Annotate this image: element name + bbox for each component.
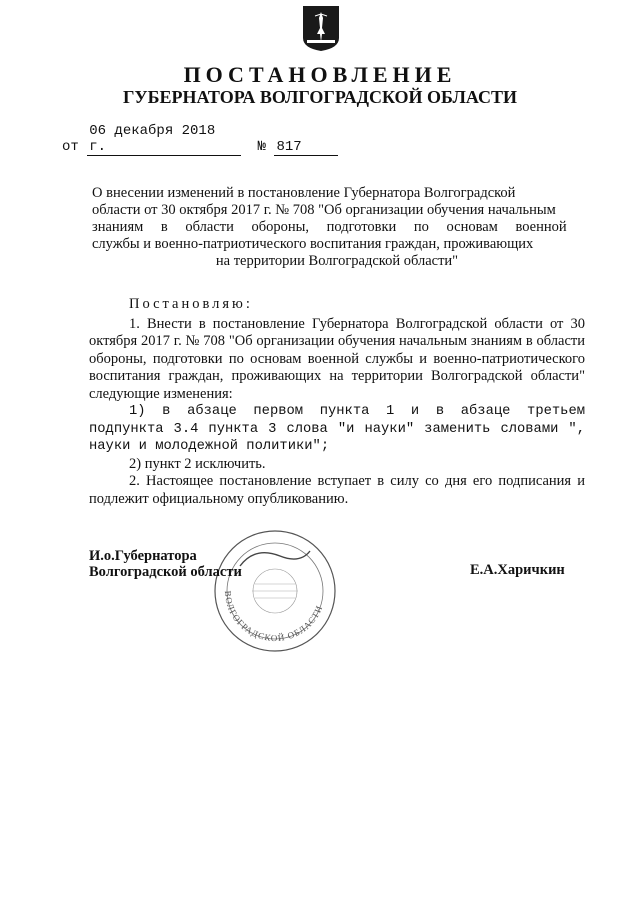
- paragraph-1: 1. Внести в постановление Губернатора Волгоградской области от 30 октября 2017 г. № 708 "Об организации обучения начальным знаниям в области обороны, подготовки по основам военной службы и военно-патриотического воспитания граждан, проживающих на территории Волгоградской области" следующие изменения:: [89, 315, 585, 402]
- signatory-name: Е.А.Харичкин: [470, 562, 565, 578]
- position-line: И.о.Губернатора: [89, 548, 197, 564]
- subject-line: на территории Волгоградской области": [215, 253, 459, 269]
- document-date: 06 декабря 2018 г.: [87, 123, 241, 156]
- subparagraph-1-2: 2) пункт 2 исключить.: [129, 455, 266, 472]
- seal-text: ВОЛГОГРАДСКОЙ ОБЛАСТИ: [222, 590, 325, 644]
- date-number-line: [62, 123, 338, 156]
- subject-line: знаниям в области обороны, подготовки по основам военной: [92, 219, 567, 235]
- volgograd-emblem-icon: [301, 4, 341, 52]
- subject-line: О внесении изменений в постановление Губернатора Волгоградской: [92, 185, 516, 201]
- decree-word: Постановляю:: [129, 296, 253, 312]
- document-type-title: ПОСТАНОВЛЕНИЕ: [183, 62, 457, 87]
- document-number: 817: [274, 139, 338, 156]
- document-body: [89, 296, 585, 508]
- paragraph-2: 2. Настоящее постановление вступает в силу со дня его подписания и подлежит официальному опубликованию.: [89, 473, 585, 507]
- official-seal: [210, 526, 340, 656]
- handwritten-signature: [240, 551, 310, 566]
- subject-line: службы и военно-патриотического воспитания граждан, проживающих: [92, 236, 534, 252]
- number-sign: №: [257, 139, 267, 155]
- position-line: Волгоградской области: [89, 564, 242, 580]
- document-issuer: ГУБЕРНАТОРА ВОЛГОГРАДСКОЙ ОБЛАСТИ: [122, 87, 518, 107]
- signatory-position: [89, 548, 242, 580]
- document-subject: [92, 185, 582, 270]
- date-prefix: от: [62, 139, 79, 155]
- subparagraph-1-1: 1) в абзаце первом пункта 1 и в абзаце третьем подпункта 3.4 пункта 3 слова "и науки" заменить словами ", науки и молодежной политики";: [89, 404, 585, 454]
- subject-line: области от 30 октября 2017 г. № 708 "Об организации обучения начальным: [92, 202, 556, 218]
